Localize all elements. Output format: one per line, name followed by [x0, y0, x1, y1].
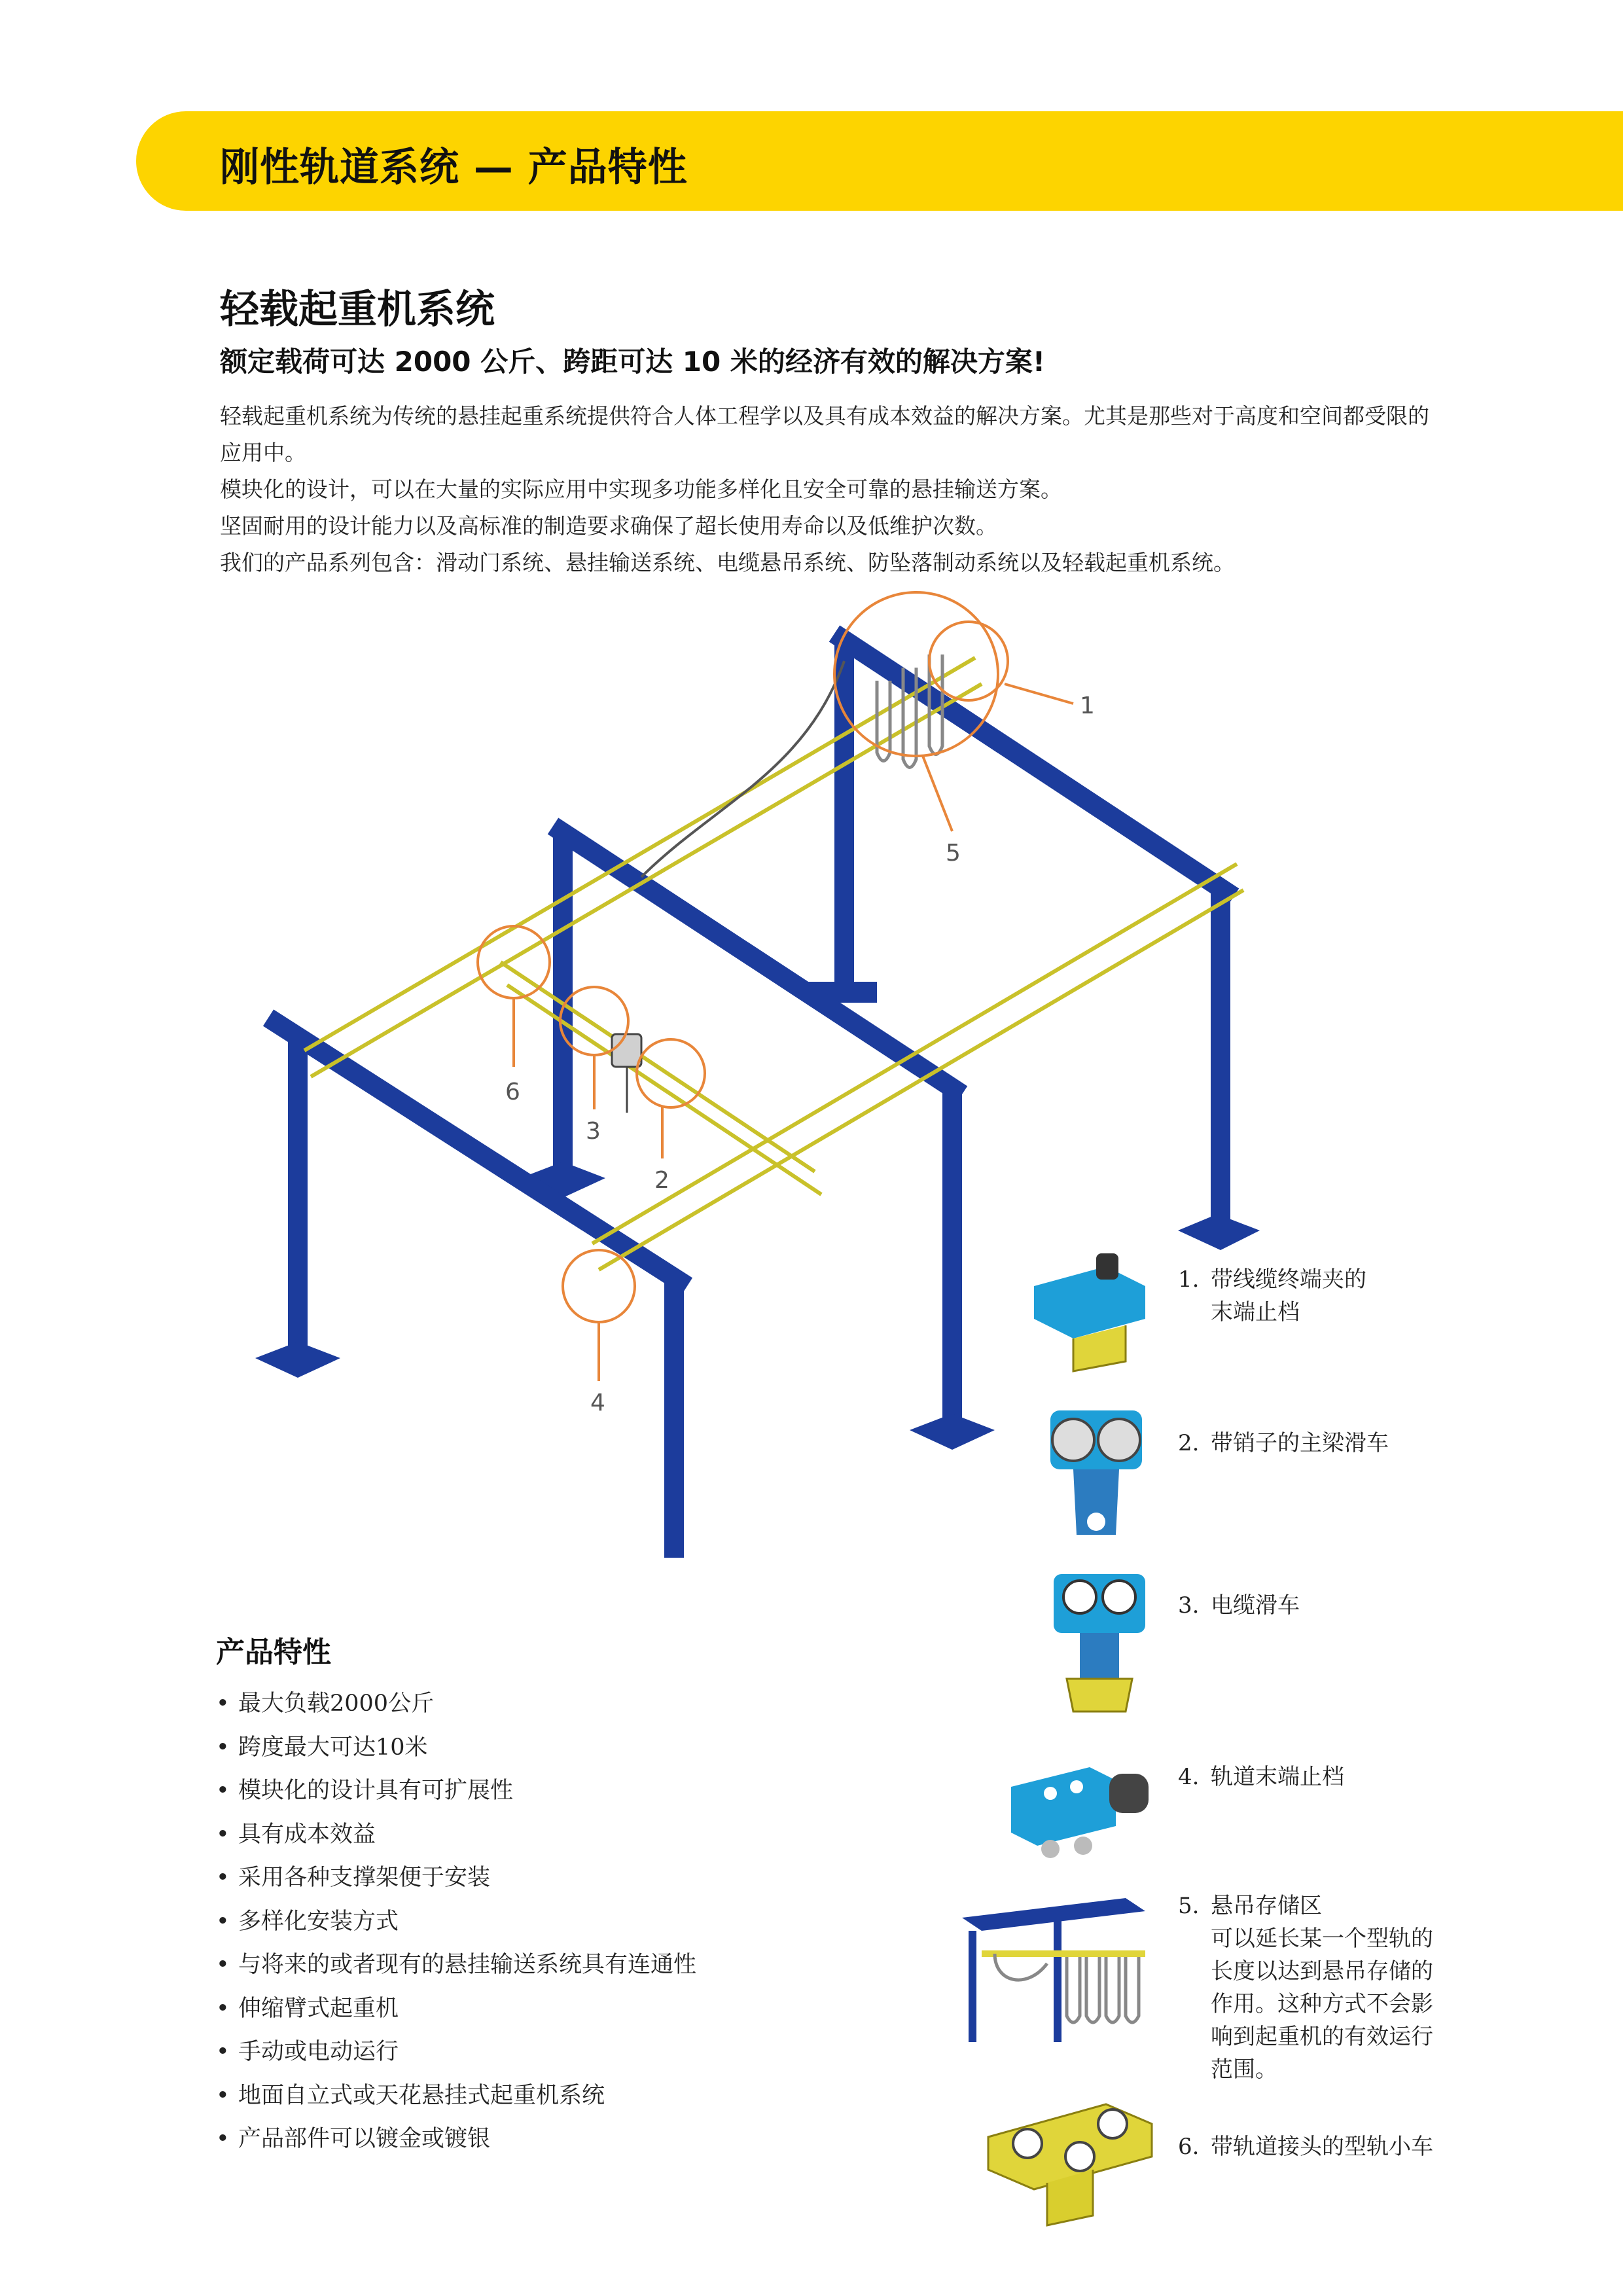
part-desc-line: 作用。这种方式不会影 [1211, 1991, 1433, 2017]
feature-item [216, 1726, 696, 1770]
callout-number: 4 [590, 1390, 605, 1416]
bullet: • [216, 2039, 230, 2065]
intro-text [220, 398, 1431, 581]
bullet: • [216, 1778, 230, 1804]
part-label-2 [1178, 1427, 1389, 1460]
callout-number: 2 [654, 1167, 669, 1194]
bullet: • [216, 1995, 230, 2022]
frame-beam [834, 634, 1234, 897]
part-desc-line: 末端止档 [1211, 1299, 1300, 1325]
intro-paragraph: 我们的产品系列包含：滑动门系统、悬挂输送系统、电缆悬吊系统、防坠落制动系统以及轻载起重机系统。 [220, 550, 1235, 575]
intro-paragraph: 模块化的设计，可以在大量的实际应用中实现多功能多样化且安全可靠的悬挂输送方案。 [220, 476, 1062, 502]
feature-item [216, 1900, 696, 1944]
feature-text: 跨度最大可达10米 [238, 1734, 428, 1761]
callout-number: 1 [1080, 692, 1095, 719]
part-label-5 [1178, 1890, 1433, 2086]
feature-text: 产品部件可以镀金或镀银 [238, 2126, 491, 2152]
section-subheading: 额定载荷可达 2000 公斤、跨距可达 10 米的经济有效的解决方案! [220, 346, 1045, 378]
feature-text: 采用各种支撑架便于安装 [238, 1865, 491, 1891]
part-image-end-stop-cable [1027, 1247, 1158, 1378]
cable [641, 661, 844, 877]
part-desc-line: 响到起重机的有效运行 [1211, 2024, 1433, 2050]
intro-paragraph: 坚固耐用的设计能力以及高标准的制造要求确保了超长使用寿命以及低维护次数。 [220, 513, 997, 539]
post-base [910, 1414, 995, 1450]
bullet: • [216, 2082, 230, 2109]
callout-number: 6 [505, 1079, 520, 1105]
section-heading: 轻载起重机系统 [220, 287, 495, 332]
part-number: 4. [1178, 1764, 1200, 1790]
feature-item [216, 2117, 696, 2161]
callout-circle [563, 1250, 635, 1322]
feature-text: 地面自立式或天花悬挂式起重机系统 [238, 2082, 605, 2109]
part-title: 电缆滑车 [1211, 1592, 1300, 1619]
yellow-bridge-beam [501, 962, 821, 1194]
feature-item [216, 2030, 696, 2074]
part-number: 1. [1178, 1266, 1200, 1293]
bullet: • [216, 1908, 230, 1935]
feature-text: 与将来的或者现有的悬挂输送系统具有连通性 [238, 1952, 697, 1978]
feature-item [216, 1769, 696, 1813]
part-label-4 [1178, 1761, 1344, 1793]
bullet: • [216, 1865, 230, 1891]
part-label-3 [1178, 1589, 1300, 1622]
part-number: 3. [1178, 1592, 1200, 1619]
post-base [1178, 1214, 1260, 1250]
feature-text: 模块化的设计具有可扩展性 [238, 1778, 514, 1804]
feature-item [216, 1682, 696, 1726]
features-heading: 产品特性 [216, 1636, 331, 1669]
feature-text: 具有成本效益 [238, 1821, 376, 1848]
part-desc-line: 范围。 [1211, 2056, 1277, 2083]
part-desc-line: 可以延长某一个型轨的 [1211, 1926, 1433, 1952]
feature-text: 多样化安装方式 [238, 1908, 399, 1935]
post-base [255, 1342, 340, 1378]
feature-item [216, 1813, 696, 1857]
yellow-rail-left [304, 658, 982, 1077]
callout-number: 3 [586, 1118, 601, 1145]
part-image-main-trolley [1037, 1404, 1155, 1548]
hoist [612, 1034, 641, 1067]
part-image-cable-trolley [1041, 1568, 1158, 1718]
part-image-rail-trolley [982, 2098, 1158, 2229]
page-title: 刚性轨道系统 — 产品特性 [220, 145, 688, 190]
part-label-6 [1178, 2130, 1433, 2163]
bullet: • [216, 1691, 230, 1717]
bullet: • [216, 2126, 230, 2152]
features-list [216, 1682, 696, 2161]
feature-item [216, 1943, 696, 1987]
callout-leader [1005, 684, 1073, 704]
part-title: 带轨道接头的型轨小车 [1211, 2134, 1433, 2160]
part-title: 悬吊存储区 [1211, 1893, 1322, 1919]
part-number: 5. [1178, 1893, 1200, 1919]
feature-text: 伸缩臂式起重机 [238, 1995, 399, 2022]
feature-text: 最大负载2000公斤 [238, 1691, 435, 1717]
part-title: 带销子的主梁滑车 [1211, 1430, 1389, 1456]
part-label-1 [1178, 1263, 1366, 1329]
bullet: • [216, 1952, 230, 1978]
part-image-storage-zone [955, 1892, 1152, 2049]
header-banner [136, 111, 1623, 211]
callout-number: 5 [946, 840, 961, 867]
part-number: 6. [1178, 2134, 1200, 2160]
part-title: 轨道末端止档 [1211, 1764, 1344, 1790]
part-number: 2. [1178, 1430, 1200, 1456]
part-title: 带线缆终端夹的 [1211, 1266, 1366, 1293]
feature-item [216, 2074, 696, 2118]
feature-text: 手动或电动运行 [238, 2039, 399, 2065]
part-image-track-end-stop [1005, 1754, 1155, 1859]
callout-leader [923, 756, 952, 831]
intro-paragraph: 轻载起重机系统为传统的悬挂起重系统提供符合人体工程学以及具有成本效益的解决方案。尤其是那些对于高度和空间都受限的应用中。 [220, 403, 1429, 465]
bullet: • [216, 1821, 230, 1848]
bullet: • [216, 1734, 230, 1761]
part-desc-line: 长度以达到悬吊存储的 [1211, 1958, 1433, 1984]
feature-item [216, 1856, 696, 1900]
feature-item [216, 1987, 696, 2031]
